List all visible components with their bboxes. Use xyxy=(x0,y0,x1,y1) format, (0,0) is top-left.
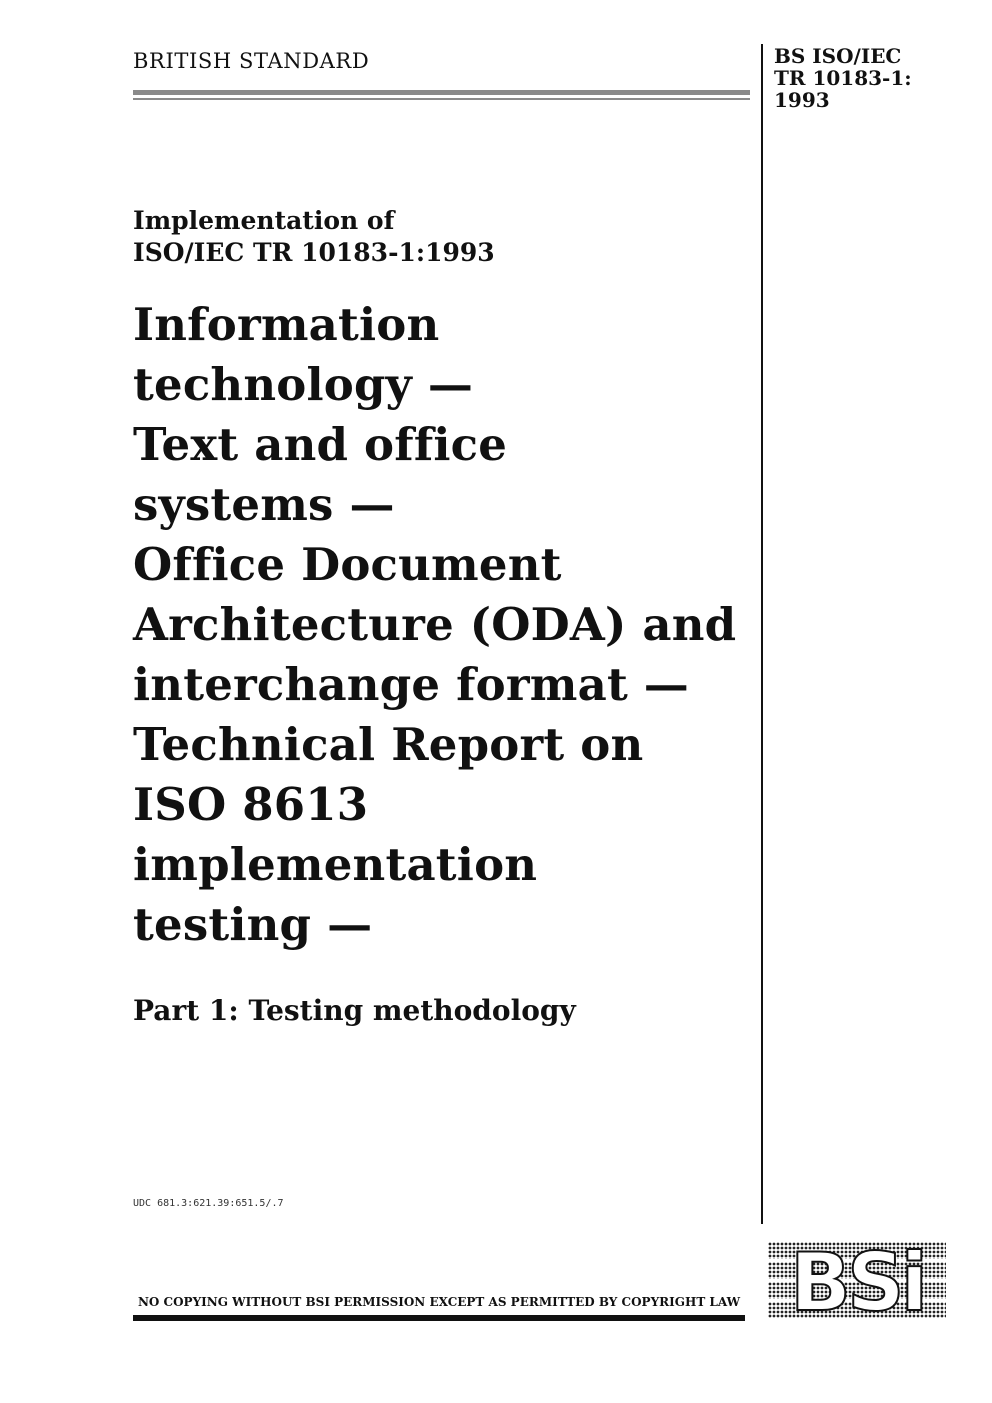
implementation-line: ISO/IEC TR 10183-1:1993 xyxy=(133,238,495,267)
implementation-note xyxy=(133,205,495,269)
part-title: Part 1: Testing methodology xyxy=(133,994,576,1027)
standard-number-line: BS ISO/IEC xyxy=(774,44,902,68)
footer-rule xyxy=(133,1315,745,1321)
title-line: ISO 8613 xyxy=(133,778,369,831)
document-title xyxy=(133,295,758,955)
header-rule-thick xyxy=(133,90,750,95)
title-line: technology — xyxy=(133,358,474,411)
header-rule-thin xyxy=(133,98,750,100)
bsi-logo-icon xyxy=(768,1242,946,1318)
title-line: Information xyxy=(133,298,440,351)
title-line: interchange format — xyxy=(133,658,689,711)
title-line: implementation xyxy=(133,838,538,891)
vertical-divider xyxy=(761,44,763,1224)
title-line: Architecture (ODA) and xyxy=(133,598,737,651)
document-type-label: BRITISH STANDARD xyxy=(133,49,370,73)
title-line: Text and office xyxy=(133,418,508,471)
udc-classification: UDC 681.3:621.39:651.5/.7 xyxy=(133,1198,284,1209)
title-line: Office Document xyxy=(133,538,562,591)
title-line: Technical Report on xyxy=(133,718,644,771)
standard-number-line: 1993 xyxy=(774,88,830,112)
standard-number xyxy=(774,45,984,111)
bsi-logo xyxy=(768,1242,946,1318)
title-line: testing — xyxy=(133,898,373,951)
svg-text:BSi: BSi xyxy=(789,1242,925,1318)
standard-number-line: TR 10183-1: xyxy=(774,66,912,90)
title-line: systems — xyxy=(133,478,395,531)
copyright-notice: NO COPYING WITHOUT BSI PERMISSION EXCEPT AS PERMITTED BY COPYRIGHT LAW xyxy=(137,1295,741,1309)
implementation-line: Implementation of xyxy=(133,206,395,235)
